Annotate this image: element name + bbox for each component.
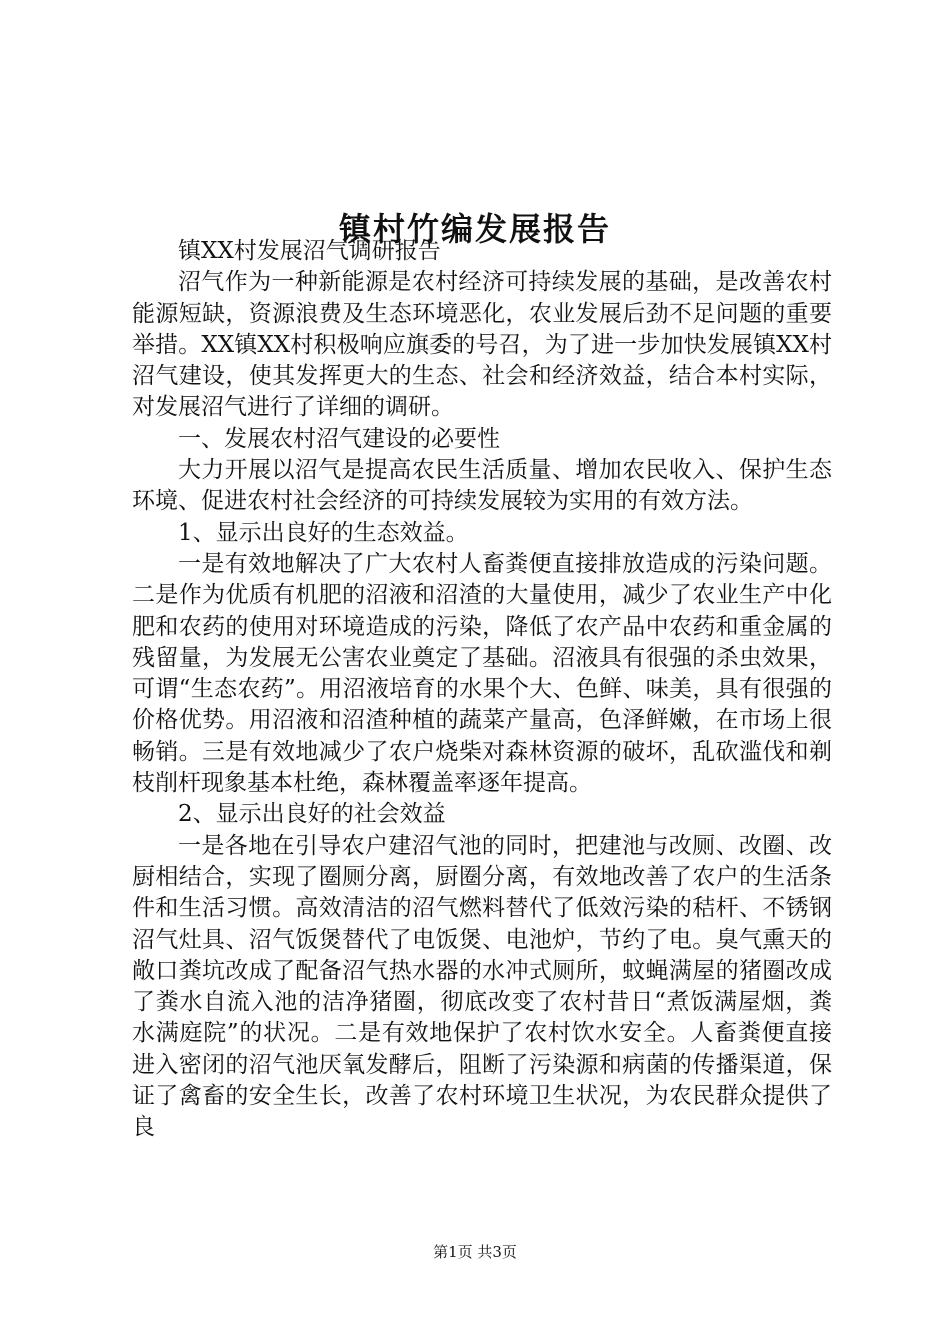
section-heading: 一、发展农村沼气建设的必要性 bbox=[178, 425, 500, 452]
report-subtitle: 镇XX村发展沼气调研报告 bbox=[178, 238, 441, 264]
document-body bbox=[132, 236, 832, 1144]
body-paragraph: 一是各地在引导农户建沼气池的同时，把建池与改厕、改圈、改厨相结合，实现了圈厕分离，厨圈分离，有效地改善了农户的生活条件和生活习惯。高效清洁的沼气燃料替代了低效污染的秸杆、不锈钢沼气灶具、沼气饭煲替代了电饭煲、电池炉，节约了电。臭气熏天的敞口粪坑改成了配备沼气热水器的水冲式厕所，蚊蝇满屋的猪圈改成了粪水自流入池的洁净猪圈，彻底改变了农村昔日“煮饭满屋烟，粪水满庭院”的状况。二是有效地保护了农村饮水安全。人畜粪便直接进入密闭的沼气池厌氧发酵后，阻断了污染源和病菌的传播渠道，保证了禽畜的安全生长，改善了农村环境卫生状况，为农民群众提供了良 bbox=[132, 832, 832, 1141]
body-paragraph: 大力开展以沼气是提高农民生活质量、增加农民收入、保护生态环境、促进农村社会经济的可持续发展较为实用的有效方法。 bbox=[132, 457, 832, 515]
document-title: 镇村竹编发展报告 bbox=[338, 210, 611, 249]
body-paragraph: 沼气作为一种新能源是农村经济可持续发展的基础，是改善农村能源短缺，资源浪费及生态环境恶化，农业发展后劲不足问题的重要举措。XX镇XX村积极响应旗委的号召，为了进一步加快发展镇XX村沼气建设，使其发挥更大的生态、社会和经济效益，结合本村实际，对发展沼气进行了详细的调研。 bbox=[132, 269, 832, 421]
subsection-heading: 1、显示出良好的生态效益。 bbox=[178, 519, 469, 546]
body-paragraph: 一是有效地解决了广大农村人畜粪便直接排放造成的污染问题。二是作为优质有机肥的沼液和沼渣的大量使用，减少了农业生产中化肥和农药的使用对环境造成的污染，降低了农产品中农药和重金属的残留量，为发展无公害农业奠定了基础。沼液具有很强的杀虫效果，可谓“生态农药”。用沼液培育的水果个大、色鲜、味美，具有很强的价格优势。用沼液和沼渣种植的蔬菜产量高，色泽鲜嫩，在市场上很畅销。三是有效地减少了农户烧柴对森林资源的破坏，乱砍滥伐和剃枝削杆现象基本杜绝，森林覆盖率逐年提高。 bbox=[132, 550, 832, 797]
subsection-heading: 2、显示出良好的社会效益 bbox=[178, 801, 446, 828]
page-number-footer: 第1页 共3页 bbox=[433, 1243, 517, 1261]
